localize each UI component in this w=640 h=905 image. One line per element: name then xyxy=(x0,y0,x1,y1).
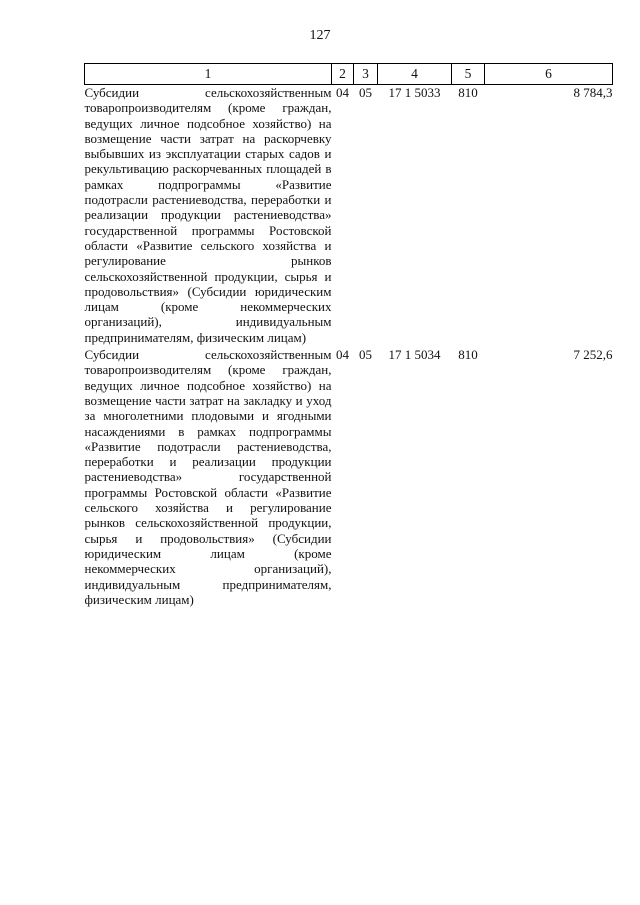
column-header-6: 6 xyxy=(485,64,613,85)
row-subsection: 05 xyxy=(359,85,372,100)
row-expense-type: 810 xyxy=(458,85,478,100)
table-header-row xyxy=(85,64,613,85)
column-header-5: 5 xyxy=(452,64,485,85)
row-amount: 7 252,6 xyxy=(573,347,613,363)
row-subsection: 05 xyxy=(359,347,372,363)
row-target-article: 17 1 5034 xyxy=(388,347,441,363)
row-section: 04 xyxy=(336,85,349,100)
row-amount: 8 784,3 xyxy=(573,85,613,100)
column-header-4: 4 xyxy=(378,64,452,85)
row-description: Субсидии сельскохозяйственным товаропроизводителям (кроме граждан, ведущих личное подсобное хозяйство) на возмещение части затрат на раскорчевку выбывших из эксплуатации старых садов и рекультивацию раскорчеванных площадей в рамках подпрограммы «Развитие подотрасли растениеводства, переработки и реализации продукции растениеводства» государственной программы Ростовской области «Развитие сельского хозяйства и регулирование рынков сельскохозяйственной продукции, сырья и продовольствия» (Субсидии юридическим лицам (кроме некоммерческих организаций), индивидуальным предпринимателям, физическим лицам) xyxy=(84,85,332,345)
row-description: Субсидии сельскохозяйственным товаропроизводителям (кроме граждан, ведущих личное подсобное хозяйство) на возмещение части затрат на закладку и уход за многолетними плодовыми и ягодными насаждениями в рамках подпрограммы «Развитие подотрасли растениеводства, переработки и реализации продукции растениеводства» государственной программы Ростовской области «Развитие сельского хозяйства и регулирование рынков сельскохозяйственной продукции, сырья и продовольствия» (Субсидии юридическим лицам (кроме некоммерческих организаций), индивидуальным предпринимателям, физическим лицам) xyxy=(84,347,332,607)
column-header-3: 3 xyxy=(354,64,378,85)
table-row xyxy=(85,345,613,607)
column-header-1: 1 xyxy=(85,64,332,85)
budget-table xyxy=(84,63,613,607)
row-expense-type: 810 xyxy=(458,347,478,363)
column-header-2: 2 xyxy=(332,64,354,85)
table-row xyxy=(85,85,613,346)
row-section: 04 xyxy=(336,347,349,363)
page-number: 127 xyxy=(309,28,331,43)
row-target-article: 17 1 5033 xyxy=(388,85,441,100)
